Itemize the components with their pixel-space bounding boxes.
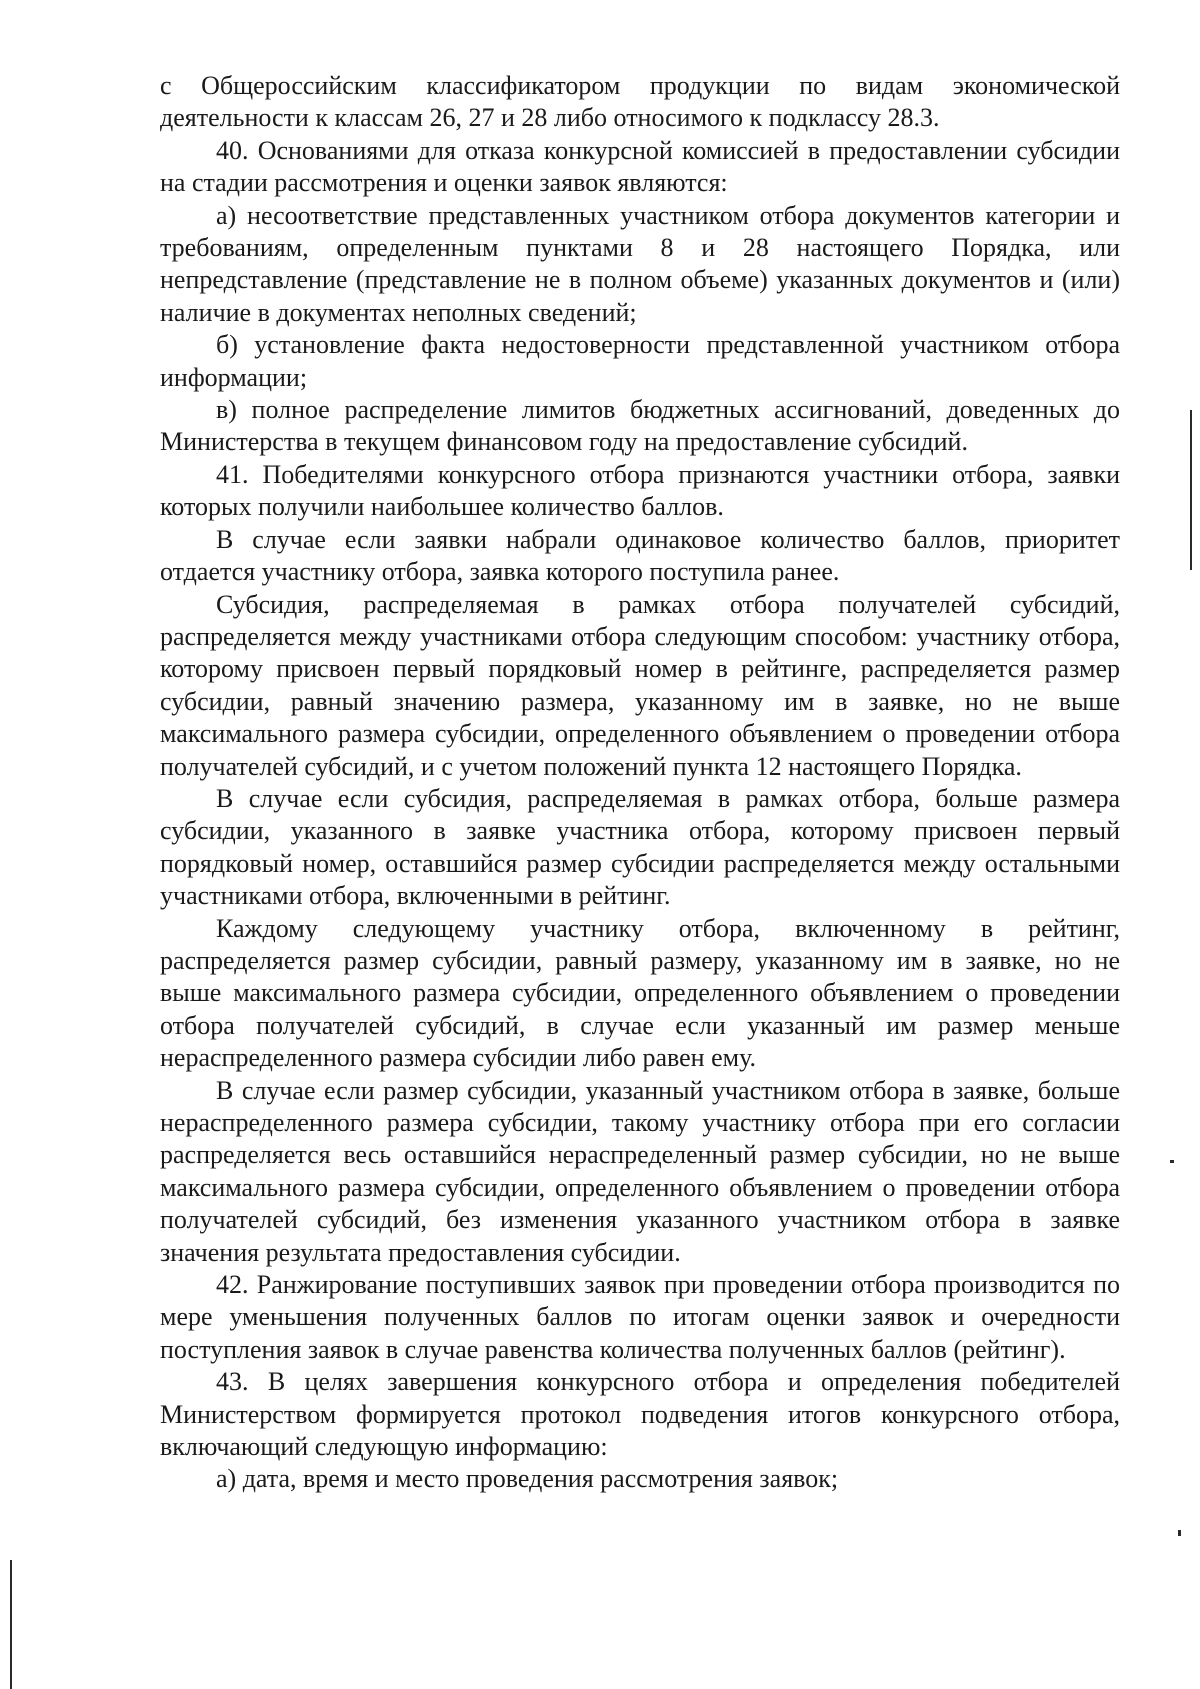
scan-speck [1170,1160,1174,1163]
paragraph-41-remaining: В случае если субсидия, распределяемая в рамках отбора, больше размера субсидии, указанного в заявке участника отбора, которому присвоен первый порядковый номер, оставшийся размер субсидии распределяется между остальными участниками отбора, включенными в рейтинг. [160,783,1120,911]
scan-edge-line-right [1190,410,1192,570]
paragraph-40-b: б) установление факта недостоверности представленной участником отбора информации; [160,330,1120,392]
document-page [160,70,1120,1496]
paragraph-40-a: а) несоответствие представленных участником отбора документов категории и требованиям, определенным пунктами 8 и 28 настоящего Порядка, или непредставление (представление не в полном объеме) указанных документов и (или) наличие в документах неполных сведений; [160,200,1120,327]
scan-edge-line-left [10,1560,12,1689]
paragraph-41: 41. Победителями конкурсного отбора признаются участники отбора, заявки которых получили наибольшее количество баллов. [160,459,1120,522]
paragraph-43: 43. В целях завершения конкурсного отбора и определения победителей Министерством формируется протокол подведения итогов конкурсного отбора, включающий следующую информацию: [160,1367,1120,1462]
scan-speck [1178,1530,1181,1536]
paragraph-40: 40. Основаниями для отказа конкурсной комиссией в предоставлении субсидии на стадии рассмотрения и оценки заявок являются: [160,135,1120,198]
paragraph-41-exceeds: В случае если размер субсидии, указанный участником отбора в заявке, больше нераспределенного размера субсидии, такому участнику отбора при его согласии распределяется весь оставшийся нераспределенный размер субсидии, но не выше максимального размера субсидии, определенного объявлением о проведении отбора получателей субсидий, без изменения указанного участником отбора в заявке значения результата предоставления субсидии. [160,1075,1120,1267]
paragraph-40-v: в) полное распределение лимитов бюджетных ассигнований, доведенных до Министерства в текущем финансовом году на предоставление субсидий. [160,395,1120,457]
paragraph-41-distribution: Субсидия, распределяемая в рамках отбора получателей субсидий, распределяется между участниками отбора следующим способом: участнику отбора, которому присвоен первый порядковый номер в рейтинге, распределяется размер субсидии, равный значению размера, указанному им в заявке, но не выше максимального размера субсидии, определенного объявлением о проведении отбора получателей субсидий, и с учетом положений пункта 12 настоящего Порядка. [160,589,1120,781]
paragraph-41-each-next: Каждому следующему участнику отбора, включенному в рейтинг, распределяется размер субсидии, равный размеру, указанному им в заявке, но не выше максимального размера субсидии, определенного объявлением о проведении отбора получателей субсидий, в случае если указанный им размер меньше нераспределенного размера субсидии либо равен ему. [160,913,1120,1073]
paragraph-42: 42. Ранжирование поступивших заявок при проведении отбора производится по мере уменьшения полученных баллов по итогам оценки заявок и очередности поступления заявок в случае равенства количества полученных баллов (рейтинг). [160,1270,1120,1364]
paragraph-41-equal-scores: В случае если заявки набрали одинаковое количество баллов, приоритет отдается участнику отбора, заявка которого поступила ранее. [160,524,1120,587]
paragraph-43-a: а) дата, время и место проведения рассмотрения заявок; [216,1464,839,1494]
paragraph-continuation: с Общероссийским классификатором продукции по видам экономической деятельности к классам 26, 27 и 28 либо относимого к подклассу 28.3. [160,71,1120,133]
